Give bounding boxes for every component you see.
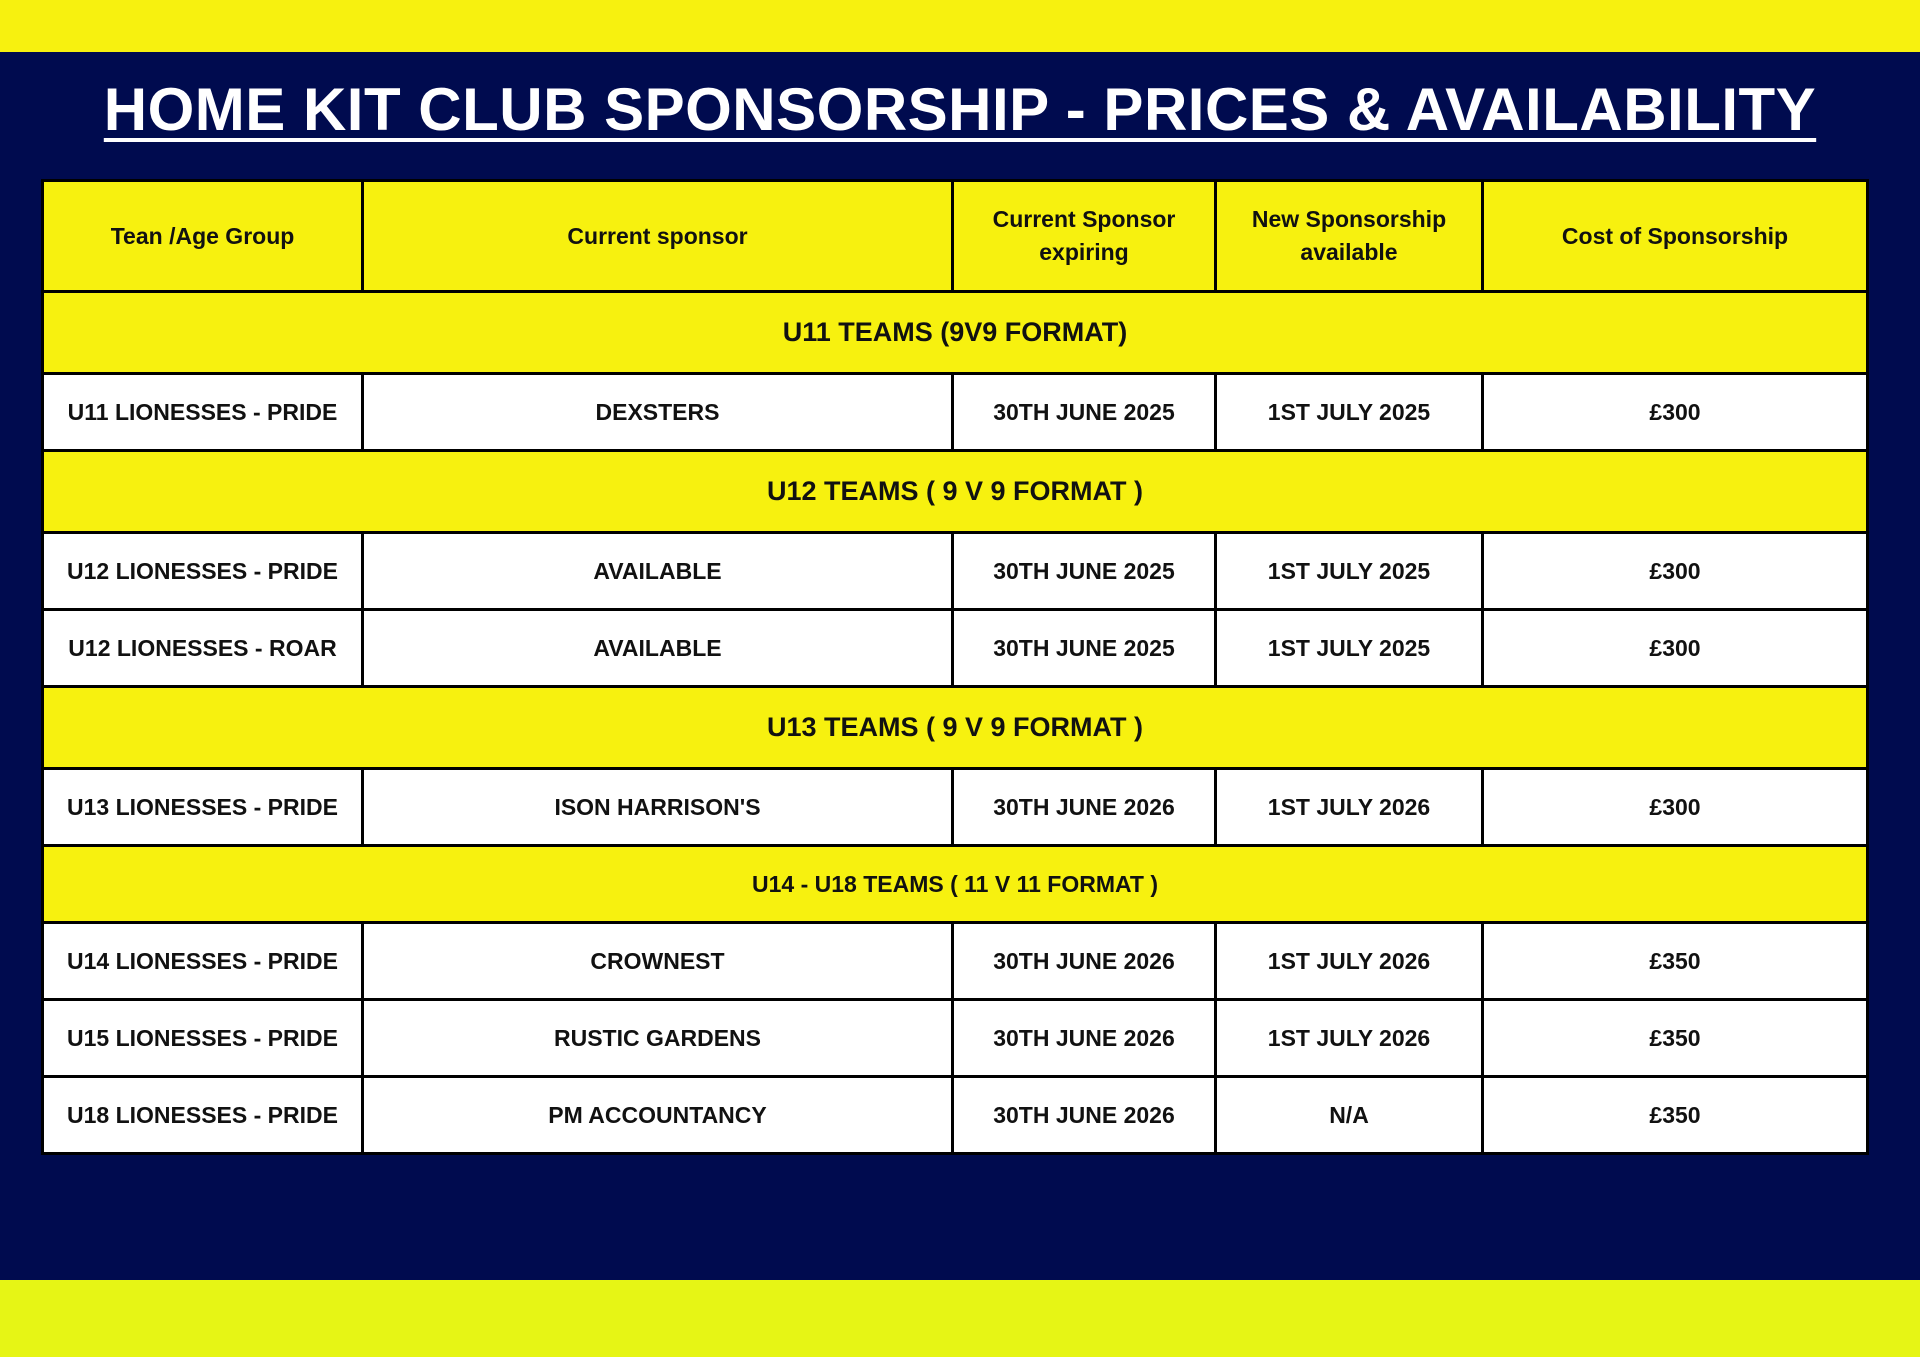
cell-cost: £350 [1483,1077,1868,1154]
cell-sponsor: ISON HARRISON'S [363,769,953,846]
header-available-line2: available [1300,239,1398,265]
header-team: Tean /Age Group [43,181,363,292]
cell-expiring: 30TH JUNE 2026 [953,923,1216,1000]
cell-expiring: 30TH JUNE 2025 [953,533,1216,610]
section-row [43,687,1868,769]
cell-sponsor: DEXSTERS [363,374,953,451]
table-row [43,769,1868,846]
cell-sponsor: RUSTIC GARDENS [363,1000,953,1077]
table-row [43,1000,1868,1077]
cell-expiring: 30TH JUNE 2026 [953,769,1216,846]
section-heading: U12 TEAMS ( 9 V 9 FORMAT ) [43,451,1868,533]
cell-expiring: 30TH JUNE 2025 [953,610,1216,687]
cell-cost: £300 [1483,610,1868,687]
cell-team: U12 LIONESSES - ROAR [43,610,363,687]
section-row [43,451,1868,533]
header-cost: Cost of Sponsorship [1483,181,1868,292]
cell-sponsor: PM ACCOUNTANCY [363,1077,953,1154]
cell-cost: £350 [1483,1000,1868,1077]
cell-available: 1ST JULY 2026 [1216,923,1483,1000]
section-heading: U13 TEAMS ( 9 V 9 FORMAT ) [43,687,1868,769]
cell-available: 1ST JULY 2025 [1216,610,1483,687]
table-row [43,1077,1868,1154]
page-title: HOME KIT CLUB SPONSORSHIP - PRICES & AVAILABILITY [103,76,1817,143]
header-expiring [953,181,1216,292]
cell-team: U12 LIONESSES - PRIDE [43,533,363,610]
table-row [43,610,1868,687]
table-row [43,374,1868,451]
cell-team: U18 LIONESSES - PRIDE [43,1077,363,1154]
cell-available: 1ST JULY 2025 [1216,533,1483,610]
header-available-line1: New Sponsorship [1251,206,1447,232]
cell-expiring: 30TH JUNE 2025 [953,374,1216,451]
header-available [1216,181,1483,292]
header-expiring-line2: expiring [1039,239,1129,265]
cell-cost: £300 [1483,374,1868,451]
table-header-row [43,181,1868,292]
top-yellow-band [0,0,1920,52]
cell-available: 1ST JULY 2025 [1216,374,1483,451]
cell-team: U15 LIONESSES - PRIDE [43,1000,363,1077]
cell-cost: £300 [1483,769,1868,846]
sponsorship-table [41,179,1869,1155]
table-row [43,533,1868,610]
cell-team: U11 LIONESSES - PRIDE [43,374,363,451]
bottom-yellow-band [0,1280,1920,1357]
table-row [43,923,1868,1000]
section-row [43,292,1868,374]
cell-expiring: 30TH JUNE 2026 [953,1000,1216,1077]
cell-sponsor: CROWNEST [363,923,953,1000]
cell-cost: £350 [1483,923,1868,1000]
section-row [43,846,1868,923]
section-heading: U14 - U18 TEAMS ( 11 V 11 FORMAT ) [43,846,1868,923]
cell-available: N/A [1216,1077,1483,1154]
cell-sponsor: AVAILABLE [363,533,953,610]
cell-available: 1ST JULY 2026 [1216,769,1483,846]
header-expiring-line1: Current Sponsor [992,206,1176,232]
table-body [43,292,1868,1154]
section-heading: U11 TEAMS (9V9 FORMAT) [43,292,1868,374]
cell-team: U14 LIONESSES - PRIDE [43,923,363,1000]
cell-expiring: 30TH JUNE 2026 [953,1077,1216,1154]
cell-team: U13 LIONESSES - PRIDE [43,769,363,846]
cell-cost: £300 [1483,533,1868,610]
header-sponsor: Current sponsor [363,181,953,292]
cell-available: 1ST JULY 2026 [1216,1000,1483,1077]
cell-sponsor: AVAILABLE [363,610,953,687]
